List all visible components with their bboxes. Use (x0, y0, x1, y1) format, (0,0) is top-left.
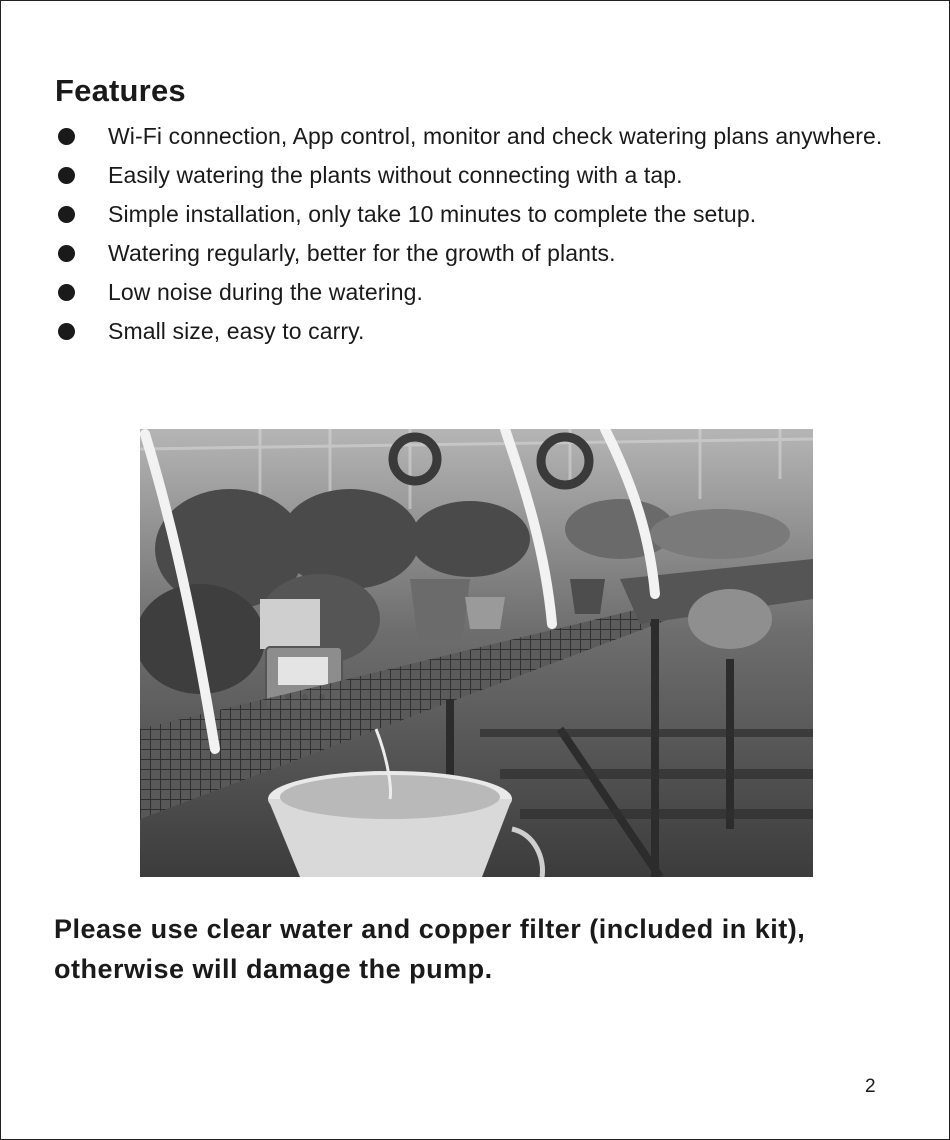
feature-text: Small size, easy to carry. (108, 318, 365, 344)
bullet-icon (58, 167, 75, 184)
page-number: 2 (865, 1076, 876, 1097)
bullet-icon (58, 245, 75, 262)
feature-text: Low noise during the watering. (108, 279, 423, 305)
page-title: Features (55, 73, 186, 108)
feature-item (55, 273, 915, 312)
bullet-icon (58, 206, 75, 223)
feature-text: Simple installation, only take 10 minutes to complete the setup. (108, 201, 757, 227)
feature-text: Wi-Fi connection, App control, monitor and check watering plans anywhere. (108, 123, 883, 149)
feature-text: Watering regularly, better for the growth of plants. (108, 240, 616, 266)
greenhouse-illustration (140, 429, 813, 877)
feature-item (55, 312, 915, 351)
bullet-icon (58, 284, 75, 301)
feature-list (55, 117, 915, 351)
feature-item (55, 156, 915, 195)
warning-notice: Please use clear water and copper filter (included in kit), otherwise will damage the pump. (54, 914, 806, 984)
bullet-icon (58, 128, 75, 145)
bullet-icon (58, 323, 75, 340)
greenhouse-photo (140, 429, 813, 877)
feature-item (55, 234, 915, 273)
feature-text: Easily watering the plants without connecting with a tap. (108, 162, 683, 188)
feature-item (55, 117, 915, 156)
feature-item (55, 195, 915, 234)
